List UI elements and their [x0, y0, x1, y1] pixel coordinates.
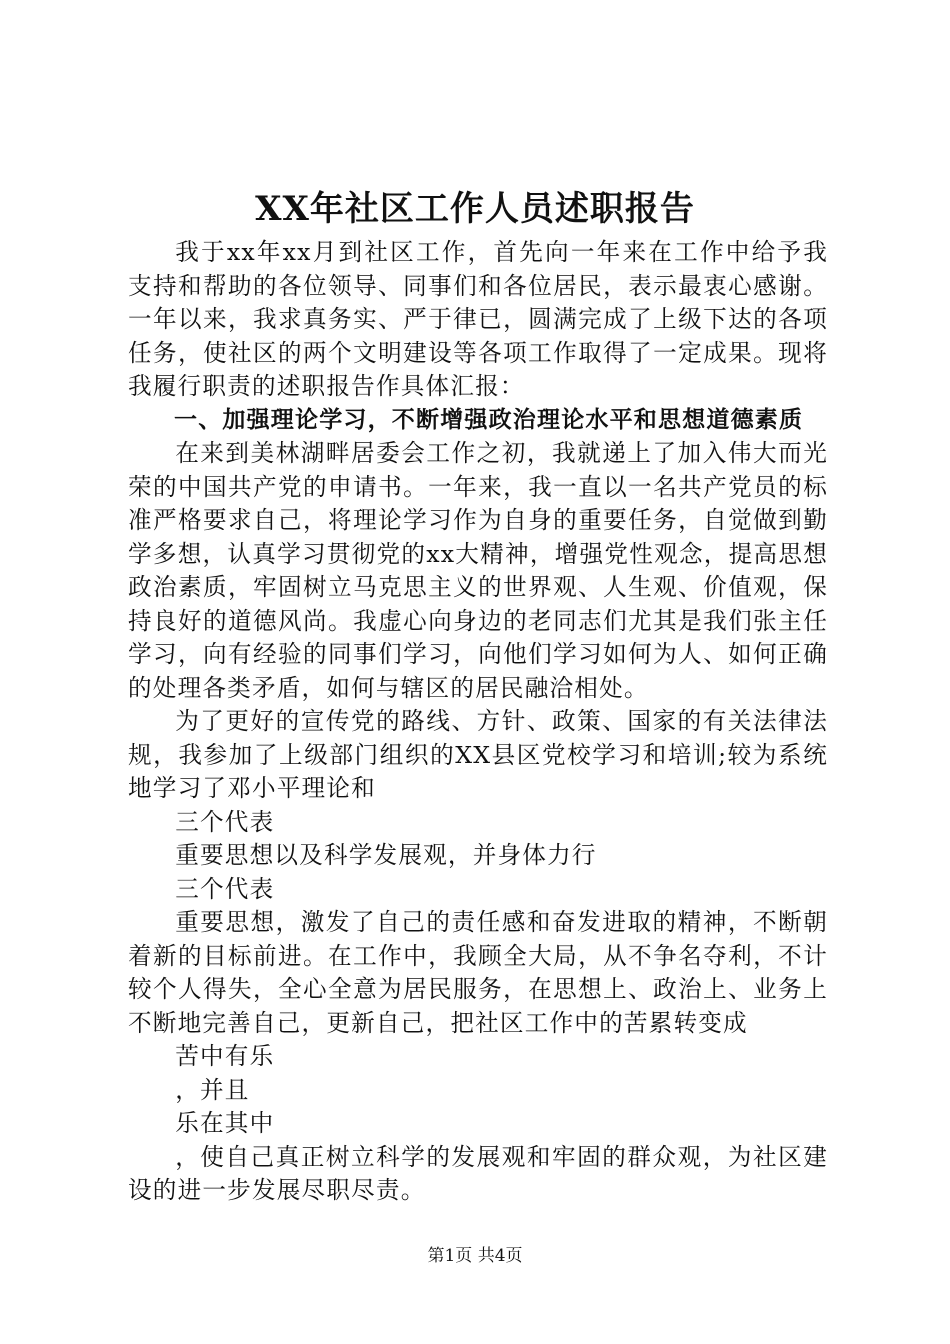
text-line: 重要思想以及科学发展观，并身体力行: [175, 841, 597, 869]
text-line: 乐在其中: [175, 1109, 275, 1137]
paragraph-responsibility: 重要思想，激发了自己的责任感和奋发进取的精神，不断朝着新的目标前进。在工作中，我顾全大局，从不争名夺利，不计较个人得失，全心全意为居民服务，在思想上、政治上、业务上不断地完善自己，更新自己，把社区工作中的苦累转变成: [128, 908, 828, 1037]
intro-paragraph: 我于xx年xx月到社区工作，首先向一年来在工作中给予我支持和帮助的各位领导、同事们和各位居民，表示最衷心感谢。一年以来，我求真务实、严于律已，圆满完成了上级下达的各项任务，使社区的两个文明建设等各项工作取得了一定成果。现将我履行职责的述职报告作具体汇报：: [128, 238, 828, 400]
paragraph-conclusion: ，使自己真正树立科学的发展观和牢固的群众观，为社区建设的进一步发展尽职尽责。: [128, 1142, 828, 1204]
text-line: 三个代表: [175, 874, 275, 903]
section-heading: 一、加强理论学习，不断增强政治理论水平和思想道德素质: [174, 406, 804, 433]
page-footer: 第1页 共4页: [427, 1246, 523, 1266]
text-line: 苦中有乐: [175, 1042, 275, 1070]
paragraph-party-school: 为了更好的宣传党的路线、方针、政策、国家的有关法律法规，我参加了上级部门组织的XX县区党校学习和培训;较为系统地学习了邓小平理论和: [128, 707, 828, 802]
document-body: [128, 236, 828, 1208]
text-line: ，并且: [175, 1075, 250, 1104]
paragraph-theory-study: 在来到美林湖畔居委会工作之初，我就递上了加入伟大而光荣的中国共产党的申请书。一年来，我一直以一名共产党员的标准严格要求自己，将理论学习作为自身的重要任务，自觉做到勤学多想，认真学习贯彻党的xx大精神，增强党性观念，提高思想政治素质，牢固树立马克思主义的世界观、人生观、价值观，保持良好的道德风尚。我虚心向身边的老同志们尤其是我们张主任学习，向有经验的同事们学习，向他们学习如何为人、如何正确的处理各类矛盾，如何与辖区的居民融洽相处。: [128, 439, 828, 702]
text-line: 三个代表: [175, 807, 275, 836]
page-title: XX年社区工作人员述职报告: [255, 189, 695, 229]
